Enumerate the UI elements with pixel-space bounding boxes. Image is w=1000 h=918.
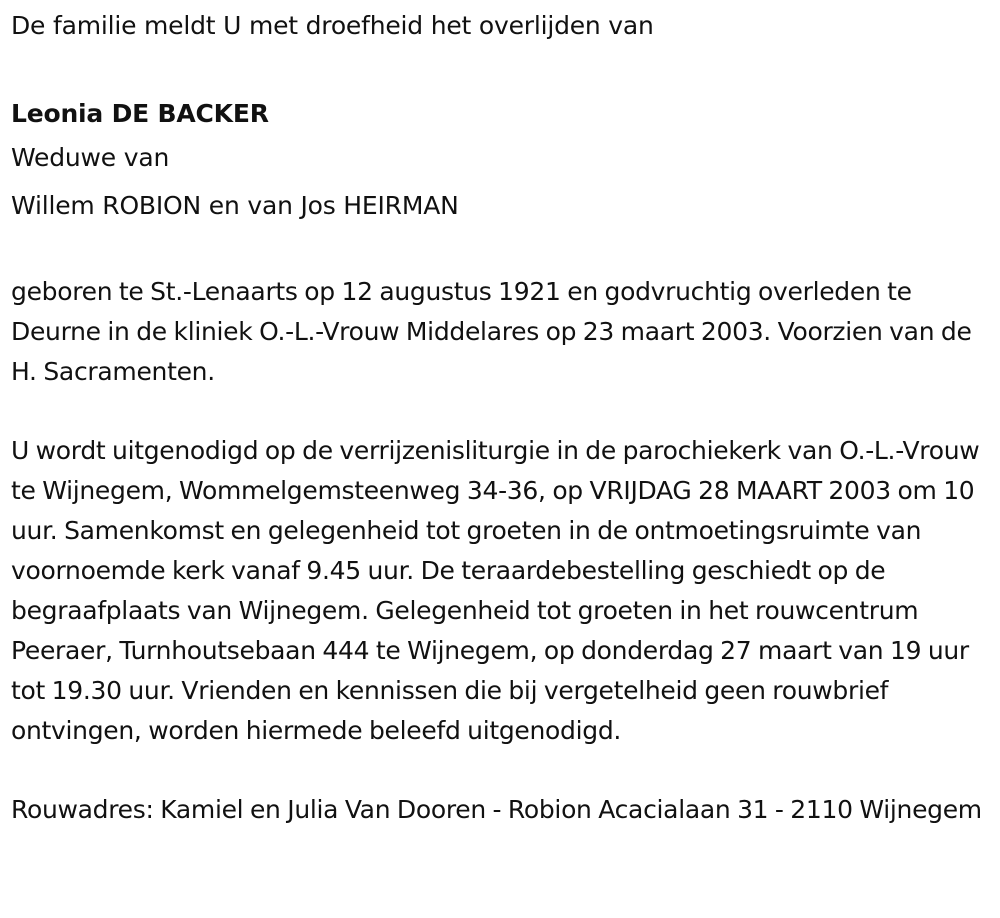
mourning-address: Rouwadres: Kamiel en Julia Van Dooren - Robion Acacialaan 31 - 2110 Wijnegem: [11, 795, 982, 824]
spouses-text: Willem ROBION en van Jos HEIRMAN: [11, 191, 459, 220]
death-notice: [11, 6, 991, 830]
ceremony-paragraph: U wordt uitgenodigd op de verrijzenisliturgie in de parochiekerk van O.-L.-Vrouw te Wijnegem, Wommelgemsteenweg 34-36, op VRIJDAG 28 MAART 2003 om 10 uur. Samenkomst en gelegenheid tot groeten in de ontmoetingsruimte van voornoemde kerk vanaf 9.45 uur. De teraardebestelling geschiedt op de begraafplaats van Wijnegem. Gelegenheid tot groeten in het rouwcentrum Peeraer, Turnhoutsebaan 444 te Wijnegem, op donderdag 27 maart van 19 uur tot 19.30 uur. Vrienden en kennissen die bij vergetelheid geen rouwbrief ontvingen, worden hiermede beleefd uitgenodigd.: [11, 436, 980, 745]
birth-death-paragraph: geboren te St.-Lenaarts op 12 augustus 1921 en godvruchtig overleden te Deurne in de kliniek O.-L.-Vrouw Middelares op 23 maart 2003. Voorzien van de H. Sacramenten.: [11, 277, 972, 386]
deceased-name: Leonia DE BACKER: [11, 99, 269, 128]
widow-label: Weduwe van: [11, 143, 170, 172]
intro-text: De familie meldt U met droefheid het overlijden van: [11, 11, 654, 40]
